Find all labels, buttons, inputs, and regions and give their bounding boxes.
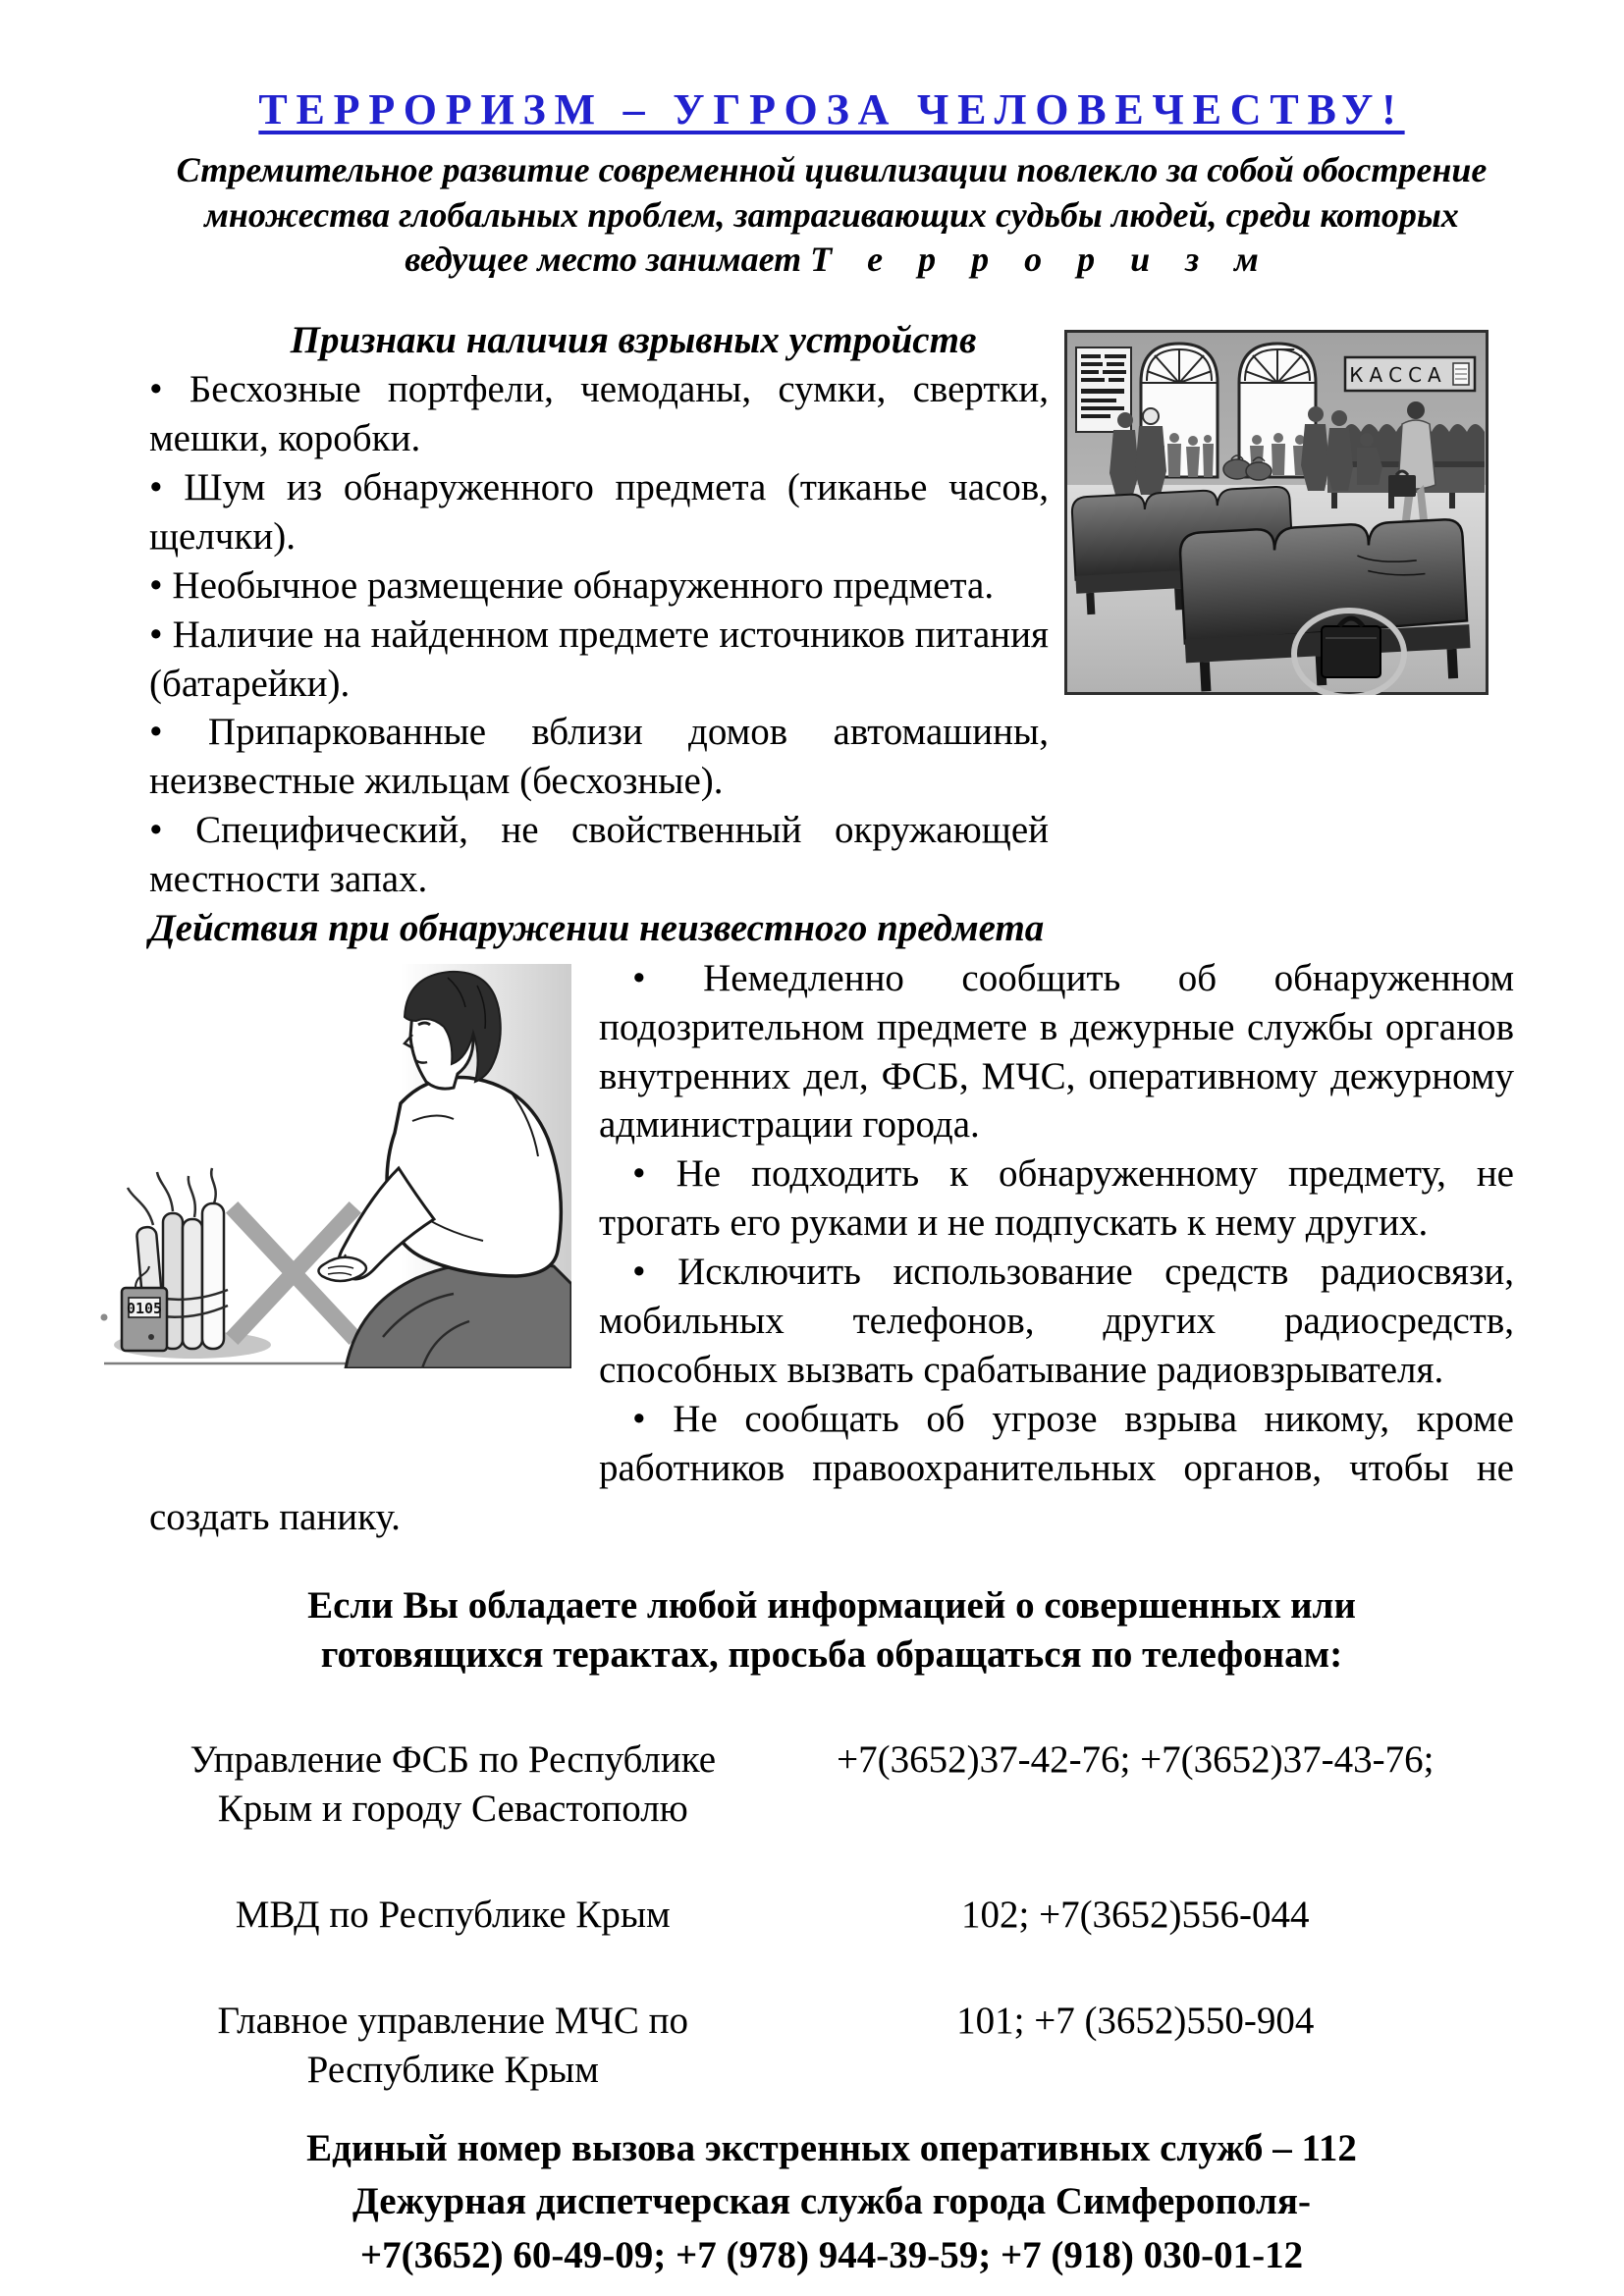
- page-title: ТЕРРОРИЗМ – УГРОЗА ЧЕЛОВЕЧЕСТВУ!: [258, 85, 1405, 133]
- actions-section: [126, 954, 1514, 1542]
- actions-bullet-2: • Не подходить к обнаруженному предмету, не трогать его руками и не подпускать к нему других.: [599, 1152, 1514, 1245]
- contact-phones: +7(3652)37-42-76; +7(3652)37-43-76;: [837, 1737, 1435, 1781]
- actions-heading: Действия при обнаружении неизвестного предмета: [149, 907, 1045, 950]
- signs-bullet-1: • Бесхозные портфели, чемоданы, сумки, свертки, мешки, коробки.: [149, 368, 1049, 459]
- signs-bullet-6: • Специфический, не свойственный окружающей местности запах.: [149, 809, 1049, 901]
- contact-phones: 101; +7 (3652)550-904: [956, 1999, 1315, 2042]
- intro-line-2: множества глобальных проблем, затрагивающих судьбы людей, среди которых: [204, 194, 1459, 235]
- actions-bullet-4: • Не сообщать об угрозе взрыва никому, кроме работников правоохранительных органов, чтобы не создать панику.: [149, 1397, 1514, 1538]
- man-illustration: [88, 964, 571, 1368]
- contacts-table: [149, 1735, 1514, 2095]
- contact-org: Главное управление МЧС по Республике Крым: [217, 1999, 689, 2091]
- footer-line-1: Единый номер вызова экстренных оперативных служб – 112: [306, 2126, 1357, 2169]
- actions-bullet-3: • Исключить использование средств радиосвязи, мобильных телефонов, других радиосредств, способных вызвать срабатывание радиовзрывателя.: [599, 1251, 1514, 1391]
- footer-line-2: Дежурная диспетчерская служба города Симферополя-: [352, 2180, 1311, 2223]
- kassa-sign: [1345, 357, 1475, 391]
- station-illustration: [1064, 330, 1489, 695]
- intro-line-1: Стремительное развитие современной цивилизации повлекло за собой обострение: [176, 150, 1488, 189]
- signs-section: [149, 316, 1514, 904]
- contact-org: Управление ФСБ по Республике Крым и городу Севастополю: [189, 1737, 717, 1830]
- footer-block: [149, 2122, 1514, 2283]
- contact-phones: 102; +7(3652)556-044: [960, 1893, 1310, 1936]
- contact-org: МВД по Республике Крым: [235, 1893, 671, 1936]
- footer-line-3: +7(3652) 60-49-09; +7 (978) 944-39-59; +7 (918) 030-01-12: [359, 2233, 1304, 2276]
- contacts-heading: Если Вы обладаете любой информацией о совершенных или готовящихся терактах, просьба обращаться по телефонам:: [307, 1583, 1356, 1677]
- signs-heading: Признаки наличия взрывных устройств: [290, 319, 977, 362]
- signs-bullet-2: • Шум из обнаруженного предмета (тиканье часов, щелчки).: [149, 465, 1049, 558]
- signs-bullet-3: • Необычное размещение обнаруженного предмета.: [149, 563, 995, 607]
- kassa-sign-label: КАССА: [1349, 363, 1447, 388]
- head: [405, 972, 501, 1089]
- timer-display: 0105: [126, 1299, 163, 1317]
- actions-bullet-1: • Немедленно сообщить об обнаруженном подозрительном предмете в дежурные службы органов внутренних дел, ФСБ, МЧС, оперативному дежурному администрации города.: [599, 956, 1514, 1147]
- signs-bullet-5: • Припаркованные вблизи домов автомашины, неизвестные жильцам (бесхозные).: [149, 711, 1049, 803]
- intro-paragraph: [149, 148, 1514, 283]
- intro-line-3: ведущее место занимает Т е р р о р и з м: [405, 240, 1259, 280]
- signs-bullet-4: • Наличие на найденном предмете источников питания (батарейки).: [149, 613, 1049, 705]
